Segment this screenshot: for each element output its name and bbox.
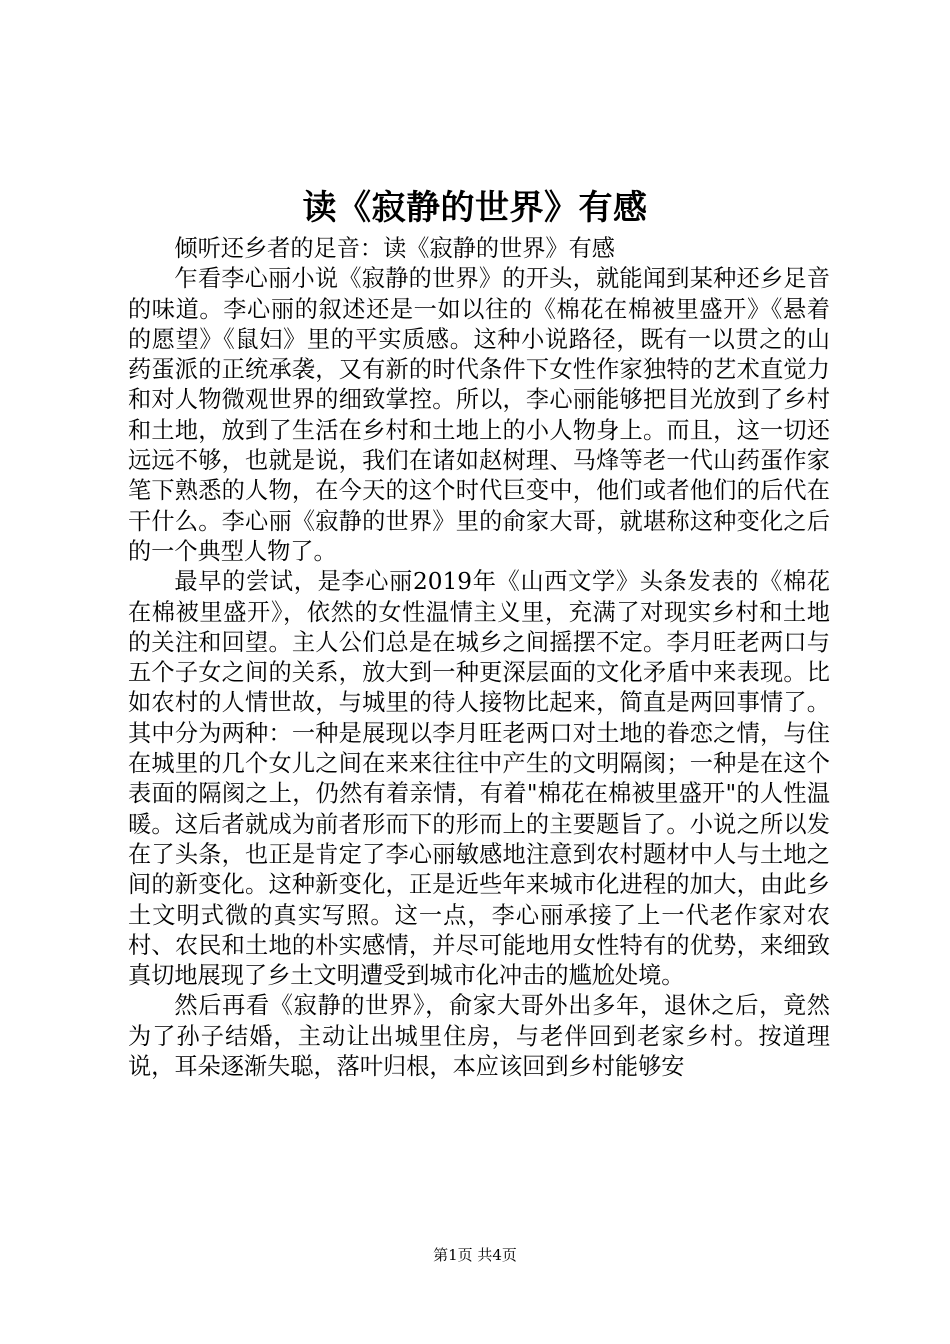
paragraph: 乍看李心丽小说《寂静的世界》的开头，就能闻到某种还乡足音的味道。李心丽的叙述还是一如以往的《棉花在棉被里盛开》《悬着的愿望》《鼠妇》里的平实质感。这种小说路径，既有一以贯之的山药蛋派的正统承袭，又有新的时代条件下女性作家独特的艺术直觉力和对人物微观世界的细致掌控。所以，李心丽能够把目光放到了乡村和土地，放到了生活在乡村和土地上的小人物身上。而且，这一切还远远不够，也就是说，我们在诸如赵树理、马烽等老一代山药蛋作家笔下熟悉的人物，在今天的这个时代巨变中，他们或者他们的后代在干什么。李心丽《寂静的世界》里的俞家大哥，就堪称这种变化之后的一个典型人物了。	[128, 265, 830, 565]
paragraph-subtitle: 倾听还乡者的足音：读《寂静的世界》有感	[174, 235, 615, 262]
paragraph: 最早的尝试，是李心丽2019年《山西文学》头条发表的《棉花在棉被里盛开》，依然的女性温情主义里，充满了对现实乡村和土地的关注和回望。主人公们总是在城乡之间摇摆不定。李月旺老两口与五个子女之间的关系，放大到一种更深层面的文化矛盾中来表现。比如农村的人情世故，与城里的待人接物比起来，简直是两回事情了。其中分为两种：一种是展现以李月旺老两口对土地的眷恋之情，与住在城里的几个女儿之间在来来往往中产生的文明隔阂；一种是在这个表面的隔阂之上，仍然有着亲情，有着"棉花在棉被里盛开"的人性温暖。这后者就成为前者形而下的形而上的主要题旨了。小说之所以发在了头条，也正是肯定了李心丽敏感地注意到农村题材中人与土地之间的新变化。这种新变化，正是近些年来城市化进程的加大，由此乡土文明式微的真实写照。这一点，李心丽承接了上一代老作家对农村、农民和土地的朴实感情，并尽可能地用女性特有的优势，来细致真切地展现了乡土文明遭受到城市化冲击的尴尬处境。	[128, 568, 830, 990]
document-body	[128, 234, 830, 1082]
paragraph: 然后再看《寂静的世界》，俞家大哥外出多年，退休之后，竟然为了孙子结婚，主动让出城里住房，与老伴回到老家乡村。按道理说，耳朵逐渐失聪，落叶归根，本应该回到乡村能够安	[128, 992, 830, 1081]
page-number-footer: 第1页 共4页	[433, 1246, 517, 1264]
document-title: 读《寂静的世界》有感	[302, 188, 648, 228]
